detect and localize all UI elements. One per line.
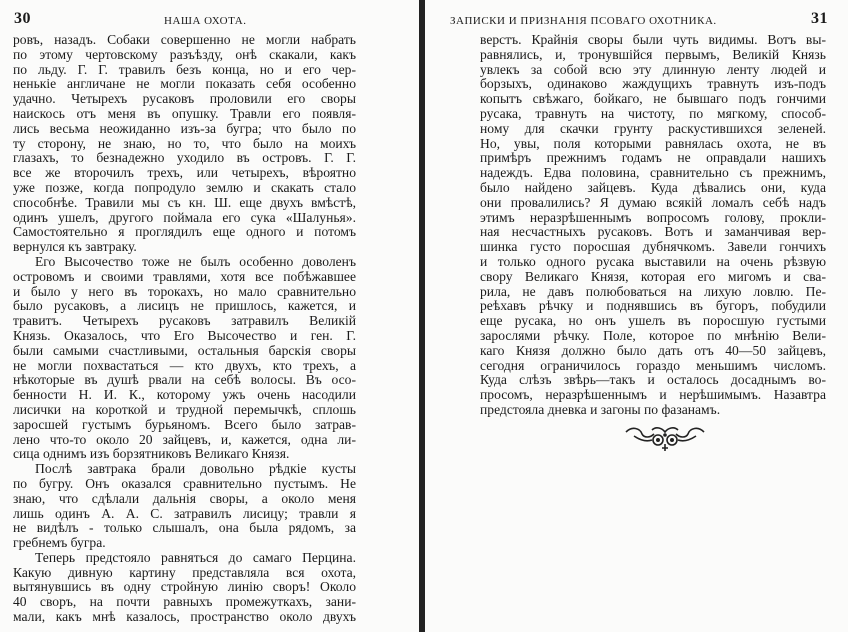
text-line: ненькіе англичане не могли показать себя особенно xyxy=(13,77,356,92)
text-line: по этому чертовскому разъѣзду, онѣ скакали, какъ xyxy=(13,47,356,62)
text-line: Послѣ завтрака брали довольно рѣдкіе кусты xyxy=(35,462,356,477)
text-line: Теперь предстояло равняться до самаго Перцина. xyxy=(35,550,356,565)
text-line: были самыми счастливыми, остальныя барскія своры xyxy=(13,343,356,358)
text-line: увлекъ за собой всю эту длинную ленту людей и xyxy=(480,62,826,77)
text-line: шинка густо поросшая дубнячкомъ. Завели гончихъ xyxy=(480,240,826,255)
text-line: Самостоятельно я проглядилъ еще одного и потомъ xyxy=(13,225,356,240)
text-line: борзыхъ, одинаково жаждущихъ травнуть изъ-подъ xyxy=(480,77,826,92)
text-line: по бугру. Онъ оказался сравнительно пустымъ. Не xyxy=(13,476,356,491)
left-page-text xyxy=(13,33,356,625)
text-line: они провалились? Я думаю всякій ломалъ себѣ надъ xyxy=(480,195,826,210)
text-line: и было у него въ торокахъ, но мало сравнительно xyxy=(13,284,356,299)
running-head: ЗАПИСКИ И ПРИЗНАНІЯ ПСОВАГО ОХОТНИКА. xyxy=(450,15,717,27)
text-line: ная несчастныхъ русаковъ. Вотъ и заманчивая вер- xyxy=(480,225,826,240)
right-page xyxy=(426,0,848,632)
text-line: сегодня ограничилось гораздо меньшимъ числомъ. xyxy=(480,358,826,373)
text-line: лено что-то около 20 зайцевъ, и, кажется, одна ли- xyxy=(13,432,356,447)
text-line: уже позже, когда попродуло землю и скакать стало xyxy=(13,180,356,195)
text-line: каго Князя должно было дать отъ 40—50 зайцевъ, xyxy=(480,343,826,358)
text-line: травитъ. Четырехъ русаковъ затравилъ Великій xyxy=(13,314,356,329)
text-line: ту сторону, не знаю, но то, что было на моихъ xyxy=(13,136,356,151)
text-line: Его Высочество тоже не былъ особенно доволенъ xyxy=(35,254,356,269)
text-line: было найдено зайцевъ. Куда дѣвались они, куда xyxy=(480,180,826,195)
text-line: верстъ. Крайнія своры были чуть видимы. Вотъ вы- xyxy=(480,33,826,47)
text-line: мали, какъ мнѣ казалось, пространство около двухъ xyxy=(13,610,356,625)
text-line: предстояла дневка и загоны по фазанамъ. xyxy=(480,402,721,417)
text-line: и только одного русака выставили на очень рѣзвую xyxy=(480,254,826,269)
text-line: копытъ свѣжаго, бойкаго, не бывшаго подъ гончими xyxy=(480,92,826,107)
page-number: 30 xyxy=(14,10,31,27)
text-line: этимъ неразрѣшеннымъ вопросомъ голову, прокли- xyxy=(480,210,826,225)
left-page xyxy=(0,0,420,632)
text-line: не видѣлъ - только слышалъ, она была рядомъ, за xyxy=(13,521,356,536)
text-line: заросшей густымъ бурьяномъ. Всего было затрав- xyxy=(13,417,356,432)
text-line: вытянувшись въ одну стройную линію своръ! Около xyxy=(13,580,356,595)
text-line: реѣхавъ рѣчку и поднявшись въ бугоръ, побудили xyxy=(480,299,826,314)
text-line: свору Великаго Князя, которая его мигомъ и сва- xyxy=(480,269,826,284)
text-line: ному для скачки грунту раскустившихся зеленей. xyxy=(480,121,826,136)
text-line: одинъ ушелъ, другого поймала его сука «Шалунья». xyxy=(13,210,356,225)
text-line: наискось отъ меня въ опушку. Травли его появля- xyxy=(13,106,356,121)
text-line: нѣкоторые въ душѣ рвали на себѣ волосы. Въ осо- xyxy=(13,373,356,388)
running-head: НАША ОХОТА. xyxy=(164,15,247,27)
text-line: равнялись, и, тронувшійся первымъ, Великій Князь xyxy=(480,47,826,62)
text-line: ровъ, назадъ. Собаки совершенно не могли набрать xyxy=(13,33,356,47)
text-line: лисички на короткой и трудной перемычкѣ, сплошь xyxy=(13,402,356,417)
page-number: 31 xyxy=(811,10,828,27)
text-line: бенности Н. И. К., которому ужъ очень насодили xyxy=(13,388,356,403)
text-line: лишь одинъ А. А. С. затравилъ лисицу; травли я xyxy=(13,506,356,521)
text-line: способнѣе. Травили мы съ кн. Ш. еще двухъ вмѣстѣ, xyxy=(13,195,356,210)
text-line: русака, травнуть на чистоту, по мягкому, способ- xyxy=(480,106,826,121)
text-line: удачно. Четырехъ русаковъ проловили его своры xyxy=(13,92,356,107)
text-line: Князь. Оказалось, что Его Высочество и ген. Г. xyxy=(13,328,356,343)
text-line: просомъ, неразрѣшеннымъ и нерѣшимымъ. Назавтра xyxy=(480,388,826,403)
book-gutter xyxy=(419,0,425,632)
text-line: 40 своръ, на почти равныхъ промежуткахъ, зани- xyxy=(13,595,356,610)
text-line: островомъ и своими травлями, хотя все побѣжавшее xyxy=(13,269,356,284)
text-line: знаю, что сдѣлали дальнія своры, а около меня xyxy=(13,491,356,506)
text-line: еще русака, но онъ ушелъ въ поросшую густыми xyxy=(480,314,826,329)
text-line: гребнемъ бугра. xyxy=(13,536,106,551)
text-line: глазахъ, то безнадежно уходило въ островъ. Г. Г. xyxy=(13,151,356,166)
left-page-header xyxy=(14,10,408,34)
text-line: примѣръ прежнимъ годамъ не оправдали нашихъ xyxy=(480,151,826,166)
text-line: надеждъ. Едва половина, сравнительно съ прежнимъ, xyxy=(480,166,826,181)
floral-tailpiece-ornament-icon xyxy=(622,424,708,452)
text-line: лись весьма неожиданно изъ-за бугра; что было по xyxy=(13,121,356,136)
text-line: вернулся къ завтраку. xyxy=(13,240,137,255)
right-page-text xyxy=(480,33,826,418)
text-line: Но, увы, поля которыми равнялась охота, не въ xyxy=(480,136,826,151)
text-line: сица однимъ изъ борзятниковъ Великаго Князя. xyxy=(13,447,290,462)
text-line: Какую дивную картину представляла вся охота, xyxy=(13,565,356,580)
text-line: не могли похвастаться — кто двухъ, кто трехъ, а xyxy=(13,358,356,373)
text-line: зарослями рѣчку. Поле, которое по мнѣнію Вели- xyxy=(480,328,826,343)
text-line: по льду. Г. Г. травилъ безъ конца, но и его чер- xyxy=(13,62,356,77)
right-page-header xyxy=(450,10,828,34)
text-line: Куда слѣзъ звѣрь—такъ и осталось досаднымъ во- xyxy=(480,373,826,388)
text-line: все же второчилъ трехъ, или четырехъ, вѣроятно xyxy=(13,166,356,181)
text-line: было русаковъ, а лисицъ не пришлось, кажется, и xyxy=(13,299,356,314)
text-line: рила, не давъ полюбоваться на лихую ловлю. Пе- xyxy=(480,284,826,299)
